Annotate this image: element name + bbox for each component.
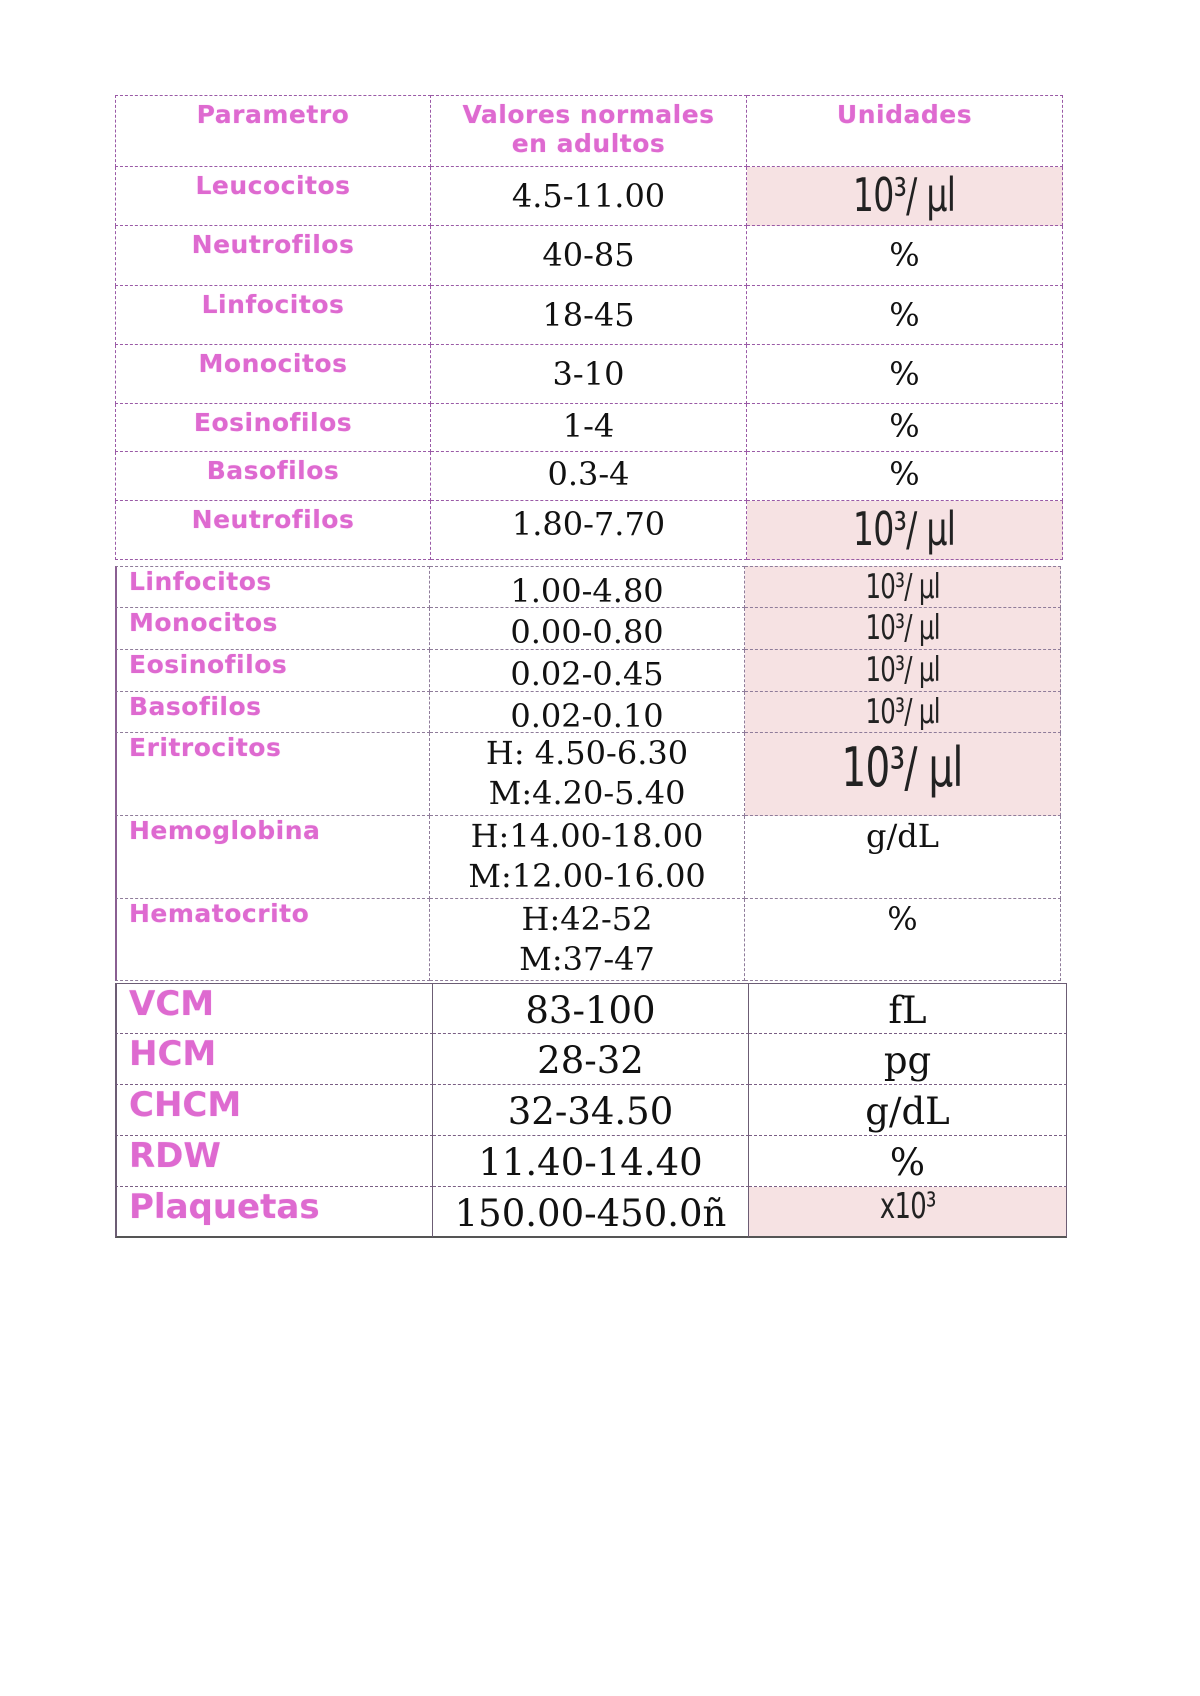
param-cell: HCM (115, 1034, 433, 1085)
table-row (115, 1136, 1067, 1187)
value-cell: 11.40-14.40 (433, 1136, 749, 1187)
value-cell (430, 816, 745, 899)
unit-cell: % (747, 452, 1063, 501)
param-cell: Neutrofilos (115, 226, 431, 286)
value-line-male: H: 4.50-6.30 (485, 734, 689, 772)
unit-cell (745, 692, 1061, 733)
unit-cell (745, 650, 1061, 692)
unit-cell (747, 501, 1063, 560)
value-cell: 32-34.50 (433, 1085, 749, 1136)
param-cell: Leucocitos (115, 167, 431, 226)
unit-cell: g/dL (749, 1085, 1067, 1136)
unit-cell: g/dL (745, 816, 1061, 899)
value-line-female: M:37-47 (519, 940, 655, 978)
unit-cell: % (747, 226, 1063, 286)
param-cell: VCM (115, 983, 433, 1034)
table-row (115, 733, 1061, 816)
unit-text: 10³/ µl (853, 502, 956, 556)
param-cell: Monocitos (115, 608, 430, 650)
unit-cell (745, 566, 1061, 608)
param-cell: CHCM (115, 1085, 433, 1136)
value-cell: 1-4 (431, 404, 747, 452)
unit-text: 10³/ µl (865, 608, 940, 648)
unit-cell: % (745, 899, 1061, 981)
param-cell: Eosinofilos (115, 404, 431, 452)
value-cell: 4.5-11.00 (431, 167, 747, 226)
value-line-male: H:42-52 (521, 900, 653, 938)
table-row (115, 899, 1061, 981)
value-cell: 83-100 (433, 983, 749, 1034)
value-cell: 28-32 (433, 1034, 749, 1085)
table-block-2 (115, 566, 1061, 981)
table-row (115, 452, 1063, 501)
table-row (115, 286, 1063, 345)
unit-cell: % (747, 286, 1063, 345)
unit-text: 10³/ µl (841, 736, 964, 799)
header-parameter: Parametro (115, 95, 431, 167)
param-cell: Basofilos (115, 452, 431, 501)
value-cell: 1.80-7.70 (431, 501, 747, 560)
param-cell: Linfocitos (115, 566, 430, 608)
param-cell: Eritrocitos (115, 733, 430, 816)
value-cell: 0.3-4 (431, 452, 747, 501)
unit-cell: % (747, 345, 1063, 404)
value-cell: 40-85 (431, 226, 747, 286)
unit-text: x10³ (879, 1187, 936, 1227)
param-cell: Monocitos (115, 345, 431, 404)
table-row (115, 226, 1063, 286)
value-line-male: H:14.00-18.00 (470, 817, 704, 855)
value-cell: 3-10 (431, 345, 747, 404)
unit-cell (747, 167, 1063, 226)
header-units: Unidades (747, 95, 1063, 167)
table-row (115, 167, 1063, 226)
table-row (115, 650, 1061, 692)
param-cell: Eosinofilos (115, 650, 430, 692)
table-row (115, 404, 1063, 452)
value-cell: 0.02-0.10 (430, 692, 745, 733)
unit-cell (745, 733, 1061, 816)
table-row (115, 816, 1061, 899)
value-cell: 1.00-4.80 (430, 566, 745, 608)
table-row (115, 1085, 1067, 1136)
unit-cell: % (747, 404, 1063, 452)
unit-cell: fL (749, 983, 1067, 1034)
table-row (115, 566, 1061, 608)
value-line-female: M:12.00-16.00 (468, 857, 706, 895)
table-header-row (115, 95, 1063, 167)
unit-cell: % (749, 1136, 1067, 1187)
param-cell: Basofilos (115, 692, 430, 733)
unit-text: 10³/ µl (865, 692, 940, 732)
unit-text: 10³/ µl (865, 567, 940, 607)
value-cell: 0.00-0.80 (430, 608, 745, 650)
value-cell (430, 733, 745, 816)
unit-cell (745, 608, 1061, 650)
value-cell (430, 899, 745, 981)
value-cell: 0.02-0.45 (430, 650, 745, 692)
table-row (115, 692, 1061, 733)
param-cell: Hemoglobina (115, 816, 430, 899)
table-block-1 (115, 95, 1063, 560)
value-cell: 18-45 (431, 286, 747, 345)
table-row (115, 1034, 1067, 1085)
header-values (431, 95, 747, 167)
value-line-female: M:4.20-5.40 (488, 774, 686, 812)
table-row (115, 608, 1061, 650)
table-row (115, 345, 1063, 404)
table-row (115, 1187, 1067, 1238)
unit-cell: pg (749, 1034, 1067, 1085)
param-cell: Linfocitos (115, 286, 431, 345)
param-cell: RDW (115, 1136, 433, 1187)
header-values-line2: en adultos (511, 129, 666, 158)
value-cell: 150.00-450.0ñ (433, 1187, 749, 1238)
header-values-line1: Valores normales (462, 100, 715, 129)
table-block-3 (115, 983, 1067, 1238)
table-row (115, 501, 1063, 560)
param-cell: Hematocrito (115, 899, 430, 981)
unit-text: 10³/ µl (865, 650, 940, 690)
table-row (115, 983, 1067, 1034)
unit-text: 10³/ µl (853, 168, 956, 222)
param-cell: Plaquetas (115, 1187, 433, 1238)
param-cell: Neutrofilos (115, 501, 431, 560)
unit-cell (749, 1187, 1067, 1238)
